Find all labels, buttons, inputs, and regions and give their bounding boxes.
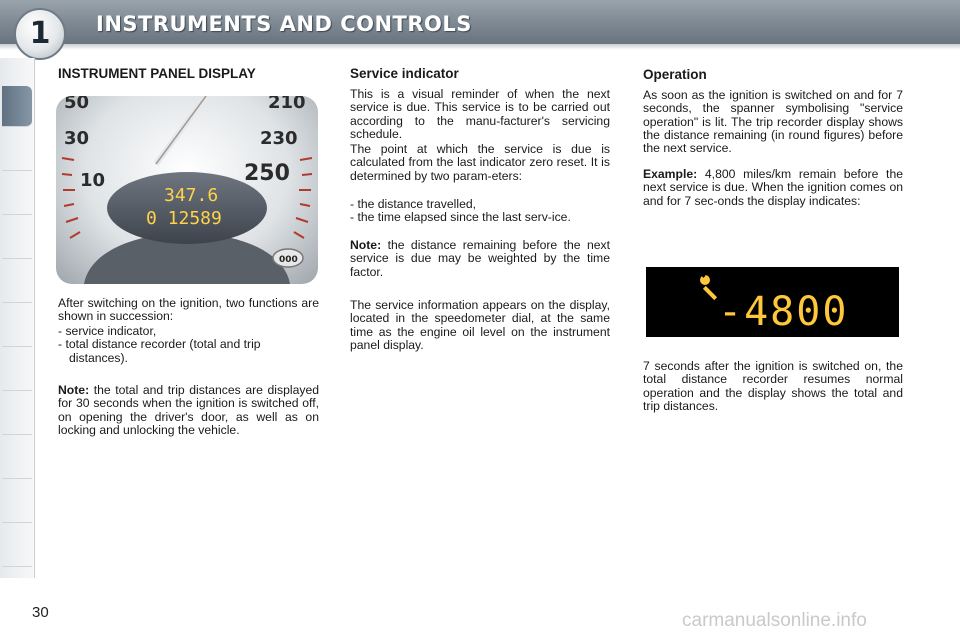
total-distance-readout: 0 12589 bbox=[146, 208, 222, 229]
speedometer-image bbox=[56, 96, 318, 284]
chapter-tab[interactable] bbox=[2, 262, 32, 303]
header-divider bbox=[0, 44, 960, 50]
col1-function-list bbox=[58, 325, 319, 365]
section-heading-instrument-panel: INSTRUMENT PANEL DISPLAY bbox=[58, 66, 256, 81]
chapter-tab[interactable] bbox=[2, 394, 32, 435]
speedo-tick-label: 30 bbox=[64, 128, 90, 149]
speedo-tick-label: 10 bbox=[80, 170, 106, 191]
speedometer-graphic bbox=[56, 96, 318, 284]
chapter-title: INSTRUMENTS AND CONTROLS bbox=[96, 12, 472, 36]
chapter-tab-active[interactable] bbox=[2, 86, 32, 127]
chapter-number-badge: 1 bbox=[14, 8, 66, 60]
service-display-image bbox=[646, 267, 899, 337]
col1-intro: After switching on the ignition, two functions are shown in succession: bbox=[58, 296, 319, 324]
list-item: - service indicator, bbox=[58, 324, 157, 338]
col2-paragraph-3: The service information appears on the display, located in the speedometer dial, at the same time as the engine oil level on the instrument panel display. bbox=[350, 298, 610, 352]
chapter-tab[interactable] bbox=[2, 174, 32, 215]
col3-paragraph-2: 7 seconds after the ignition is switched on, the total distance recorder resumes normal operation and the display shows the total and trip distances. bbox=[643, 359, 903, 413]
col2-paragraph-2: The point at which the service is due is calculated from the last indicator zero reset. It is determined by two param-eters: bbox=[350, 142, 610, 183]
col2-note: Note: the distance remaining before the next service is due may be weighted by the time factor. bbox=[350, 238, 611, 279]
spanner-icon bbox=[700, 272, 717, 300]
trip-distance-readout: 347.6 bbox=[164, 185, 219, 206]
chapter-tab[interactable] bbox=[2, 218, 32, 259]
speedo-tick-label: 210 bbox=[268, 96, 306, 113]
chapter-tab[interactable] bbox=[2, 306, 32, 347]
chapter-tab[interactable] bbox=[2, 438, 32, 479]
chapter-tab-rail bbox=[0, 58, 35, 578]
list-item: - the distance travelled, bbox=[350, 197, 477, 211]
list-item: - the time elapsed since the last serv-ice. bbox=[350, 210, 571, 225]
section-heading-operation: Operation bbox=[643, 67, 707, 82]
speedo-tick-label: 250 bbox=[244, 161, 290, 186]
col3-paragraph-1: As soon as the ignition is switched on and for 7 seconds, the spanner symbolising "service operation" is lit. The trip recorder display shows the distance remaining (in round figures) before the next service. bbox=[643, 88, 903, 156]
trip-reset-button-label: 000 bbox=[279, 255, 298, 265]
list-item: - total distance recorder (total and trip distances). bbox=[58, 337, 261, 365]
service-display-graphic bbox=[646, 267, 899, 337]
service-distance-readout: -4800 bbox=[718, 289, 849, 335]
chapter-tab[interactable] bbox=[2, 526, 32, 567]
chapter-tab[interactable] bbox=[2, 130, 32, 171]
col3-example: Example: 4,800 miles/km remain before the next service is due. When the ignition comes on and for 7 sec-onds the display indicates: bbox=[643, 167, 903, 208]
speedo-tick-label: 50 bbox=[64, 96, 90, 113]
chapter-tab[interactable] bbox=[2, 482, 32, 523]
page-number: 30 bbox=[32, 604, 49, 621]
col2-parameter-list bbox=[350, 198, 610, 225]
chapter-tab[interactable] bbox=[2, 350, 32, 391]
col2-paragraph-1: This is a visual reminder of when the next service is due. This service is to be carried out according to the manu-facturer's servicing schedule. bbox=[350, 87, 610, 141]
speedo-tick-label: 230 bbox=[260, 128, 298, 149]
col1-note: Note: the total and trip distances are displayed for 30 seconds when the ignition is switched off, on opening the driver's door, as well as on locking and unlocking the vehicle. bbox=[58, 383, 320, 437]
watermark: carmanualsonline.info bbox=[682, 610, 867, 631]
section-heading-service-indicator: Service indicator bbox=[350, 66, 459, 81]
